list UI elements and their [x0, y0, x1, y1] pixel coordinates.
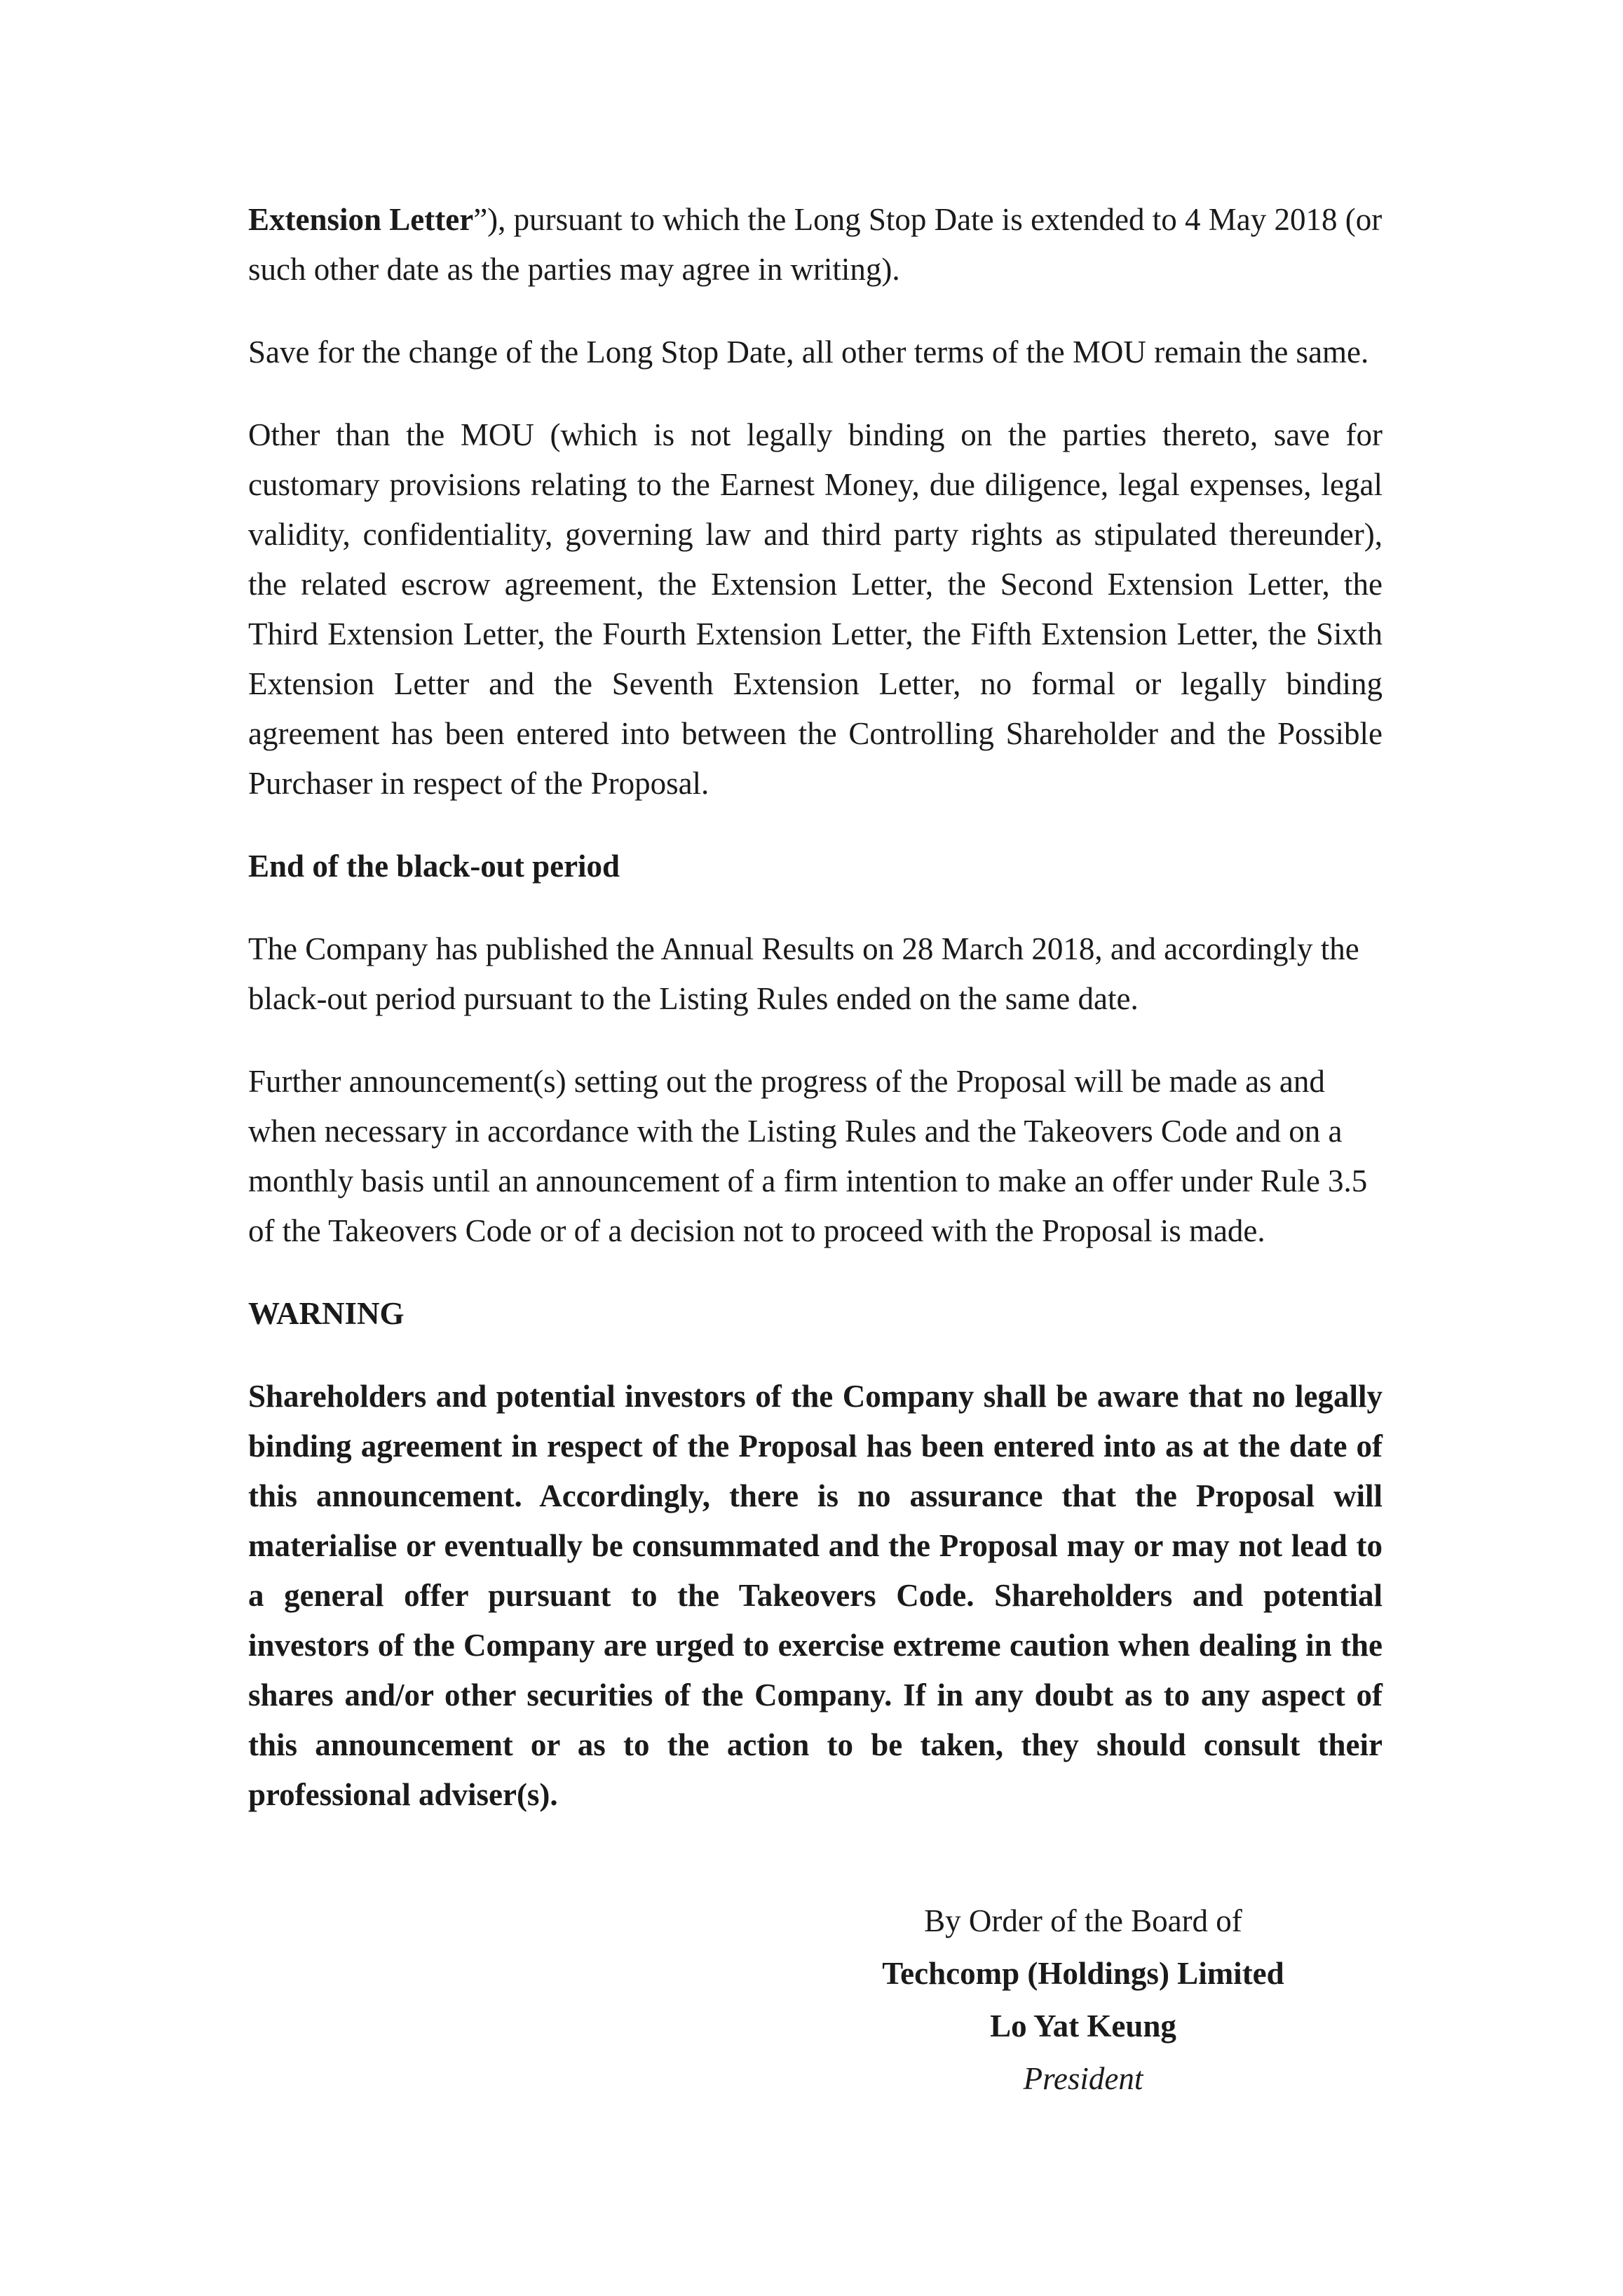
signature-name: Lo Yat Keung [990, 2008, 1176, 2044]
paragraph-extension-letter [248, 195, 1383, 295]
paragraph-save-for: Save for the change of the Long Stop Date, all other terms of the MOU remain the same. [248, 335, 1369, 370]
extension-letter-text: ”), pursuant to which the Long Stop Date is extended to 4 May 2018 (or such other date as the parties may agree in writing). [248, 202, 1383, 287]
signature-by-order: By Order of the Board of [924, 1903, 1242, 1938]
heading-black-out-period: End of the black-out period [248, 849, 620, 884]
paragraph-warning: Shareholders and potential investors of the Company shall be aware that no legally binding agreement in respect of the Proposal has been entered into as at the date of this announcement. Accordingly, there is no assurance that the Proposal will materialise or eventually be consummated and the Proposal may or may not lead to a general offer pursuant to the Takeovers Code. Shareholders and potential investors of the Company are urged to exercise extreme caution when dealing in the shares and/or other securities of the Company. If in any doubt as to any aspect of this announcement or as to the action to be taken, they should consult their professional adviser(s). [248, 1379, 1383, 1812]
announcement-body [248, 195, 1383, 1853]
paragraph-further-announcements: Further announcement(s) setting out the progress of the Proposal will be made as and when necessary in accordance with the Listing Rules and the Takeovers Code and on a monthly basis until an announcement of a firm intention to make an offer under Rule 3.5 of the Takeovers Code or of a decision not to proceed with the Proposal is made. [248, 1064, 1368, 1248]
paragraph-black-out: The Company has published the Annual Results on 28 March 2018, and accordingly the black-out period pursuant to the Listing Rules ended on the same date. [248, 931, 1359, 1016]
signature-block [810, 1895, 1357, 2105]
signature-title: President [1023, 2061, 1143, 2096]
extension-letter-term: Extension Letter [248, 202, 474, 237]
heading-warning: WARNING [248, 1296, 405, 1331]
paragraph-other-than-mou: Other than the MOU (which is not legally binding on the parties thereto, save for customary provisions relating to the Earnest Money, due diligence, legal expenses, legal validity, confidentiality, governing law and third party rights as stipulated thereunder), the related escrow agreement, the Extension Letter, the Second Extension Letter, the Third Extension Letter, the Fourth Extension Letter, the Fifth Extension Letter, the Sixth Extension Letter and the Seventh Extension Letter, no formal or legally binding agreement has been entered into between the Controlling Shareholder and the Possible Purchaser in respect of the Proposal. [248, 417, 1383, 801]
signature-company: Techcomp (Holdings) Limited [882, 1956, 1284, 1991]
